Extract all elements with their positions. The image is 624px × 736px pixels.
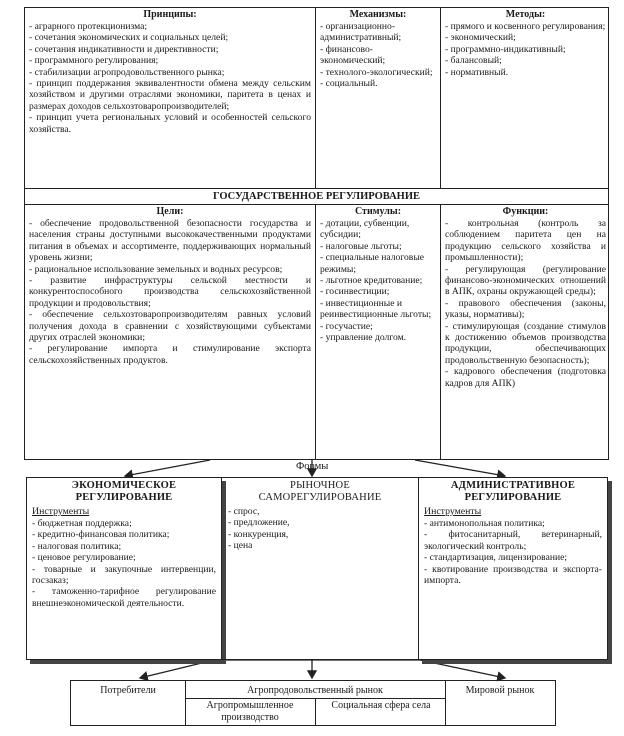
list-item: - конкуренция, xyxy=(228,528,289,540)
list-item: - сочетания индикативности и директивности; xyxy=(29,43,219,55)
principles-title: Принципы: xyxy=(143,9,197,20)
arrow-to-administrative xyxy=(415,460,505,476)
list-item: - контрольная (контроль за соблюдением паритета цен на продукцию сельского хозяйства и промышленности); xyxy=(445,218,606,264)
list-item: - госучастие; xyxy=(320,320,373,332)
economic-regulation-title: ЭКОНОМИЧЕСКОЕ РЕГУЛИРОВАНИЕ xyxy=(71,480,177,503)
list-item: - нормативный. xyxy=(445,66,509,78)
agro-market-label: Агропродовольственный рынок xyxy=(247,685,383,696)
list-item: - финансово-экономический; xyxy=(320,43,386,67)
arrow-to-economic xyxy=(125,460,210,476)
functions-title: Функции: xyxy=(502,206,549,217)
social-sphere-label: Социальная сфера села xyxy=(331,700,431,711)
list-item: - квотирование производства и экспорта-импорта. xyxy=(424,563,602,587)
economic-regulation-box xyxy=(26,477,222,660)
list-item: - экономический; xyxy=(445,32,516,44)
list-item: - аграрного протекционизма; xyxy=(29,21,148,32)
market-selfregulation-title: РЫНОЧНОЕ САМОРЕГУЛИРОВАНИЕ xyxy=(258,480,382,503)
list-item: - обеспечение сельхозтоваропроизводителям равных условий получения дохода в сравнении с хозяйствующими субъектами других отраслей экономики; xyxy=(29,309,311,344)
list-item: - госинвестиции; xyxy=(320,286,390,298)
list-item: - кредитно-финансовая политика; xyxy=(32,529,170,541)
administrative-regulation-box xyxy=(418,477,608,660)
list-item: - инвестиционные и реинвестиционные льготы; xyxy=(320,297,432,321)
list-item: - ценовое регулирование; xyxy=(32,552,136,564)
list-item: - регулирование импорта и стимулирование экспорта сельскохозяйственных продуктов. xyxy=(29,343,311,366)
list-item: - балансовый; xyxy=(445,55,502,67)
list-item: - таможенно-тарифное регулирование внешнеэкономической деятельности. xyxy=(32,586,216,609)
list-item: - налоговые льготы; xyxy=(320,240,402,252)
divider xyxy=(315,698,316,725)
list-item: - прямого и косвенного регулирования; xyxy=(445,21,606,32)
list-item: - управление долгом. xyxy=(320,332,407,344)
instruments-label: Инструменты xyxy=(424,506,482,517)
list-item: - стандартизация, лицензирование; xyxy=(424,552,568,564)
agro-production-label: Агропромышленное производство xyxy=(206,700,294,723)
list-item: - регулирующая (регулирование финансово-экономических отношений в АПК, охраны окружающей среды); xyxy=(445,263,606,298)
list-item: - правового обеспечения (законы, указы, нормативы); xyxy=(445,297,606,321)
list-item: - стабилизации агропродовольственного рынка; xyxy=(29,66,225,78)
list-item: - организационно-административный; xyxy=(320,21,402,44)
methods-title: Методы: xyxy=(505,9,546,20)
list-item: - льготное кредитование; xyxy=(320,275,423,287)
list-item: - спрос, xyxy=(228,506,260,517)
goals-title: Цели: xyxy=(156,206,184,217)
list-item: - фитосанитарный, ветеринарный, экологический контроль; xyxy=(424,529,602,552)
list-item: - принцип поддержания эквивалентности обмена между сельским хозяйством и другими отраслями экономики, паритета в ценах и размерах доходов сельхозтоваропроизводителей; xyxy=(29,78,311,112)
list-item: - кадрового обеспечения (подготовка кадров для АПК) xyxy=(445,366,606,389)
list-item: - программного регулирования; xyxy=(29,55,159,67)
forms-label: Формы xyxy=(296,461,329,472)
list-item: - развитие инфраструктуры сельской местности и конкурентоспособного производства сельскохозяйственной продукции и продовольствия; xyxy=(29,275,311,309)
administrative-regulation-title: АДМИНИСТРАТИВНОЕ РЕГУЛИРОВАНИЕ xyxy=(450,480,576,503)
world-market-label: Мировой рынок xyxy=(465,685,535,696)
list-item: - рациональное использование земельных и водных ресурсов; xyxy=(29,263,283,275)
list-item: - обеспечение продовольственной безопасности государства и населения страны доступными высококачественными продуктами питания в объемах и ассортименте, поддерживающих нормальный уровень жизни; xyxy=(29,218,311,264)
list-item: - предложение, xyxy=(228,517,290,529)
list-item: - бюджетная поддержка; xyxy=(32,518,132,529)
state-regulation-title: ГОСУДАРСТВЕННОЕ РЕГУЛИРОВАНИЕ xyxy=(212,191,421,202)
list-item: - цена xyxy=(228,540,253,552)
stimuli-title: Стимулы: xyxy=(354,206,402,217)
list-item: - стимулирующая (создание стимулов к достижению объемов производства продукции, обеспечивающих продовольственную безопасность); xyxy=(445,320,606,366)
list-item: - специальные налоговые режимы; xyxy=(320,252,425,275)
list-item: - программно-индикативный; xyxy=(445,43,566,55)
markets-box xyxy=(70,680,556,726)
list-item: - социальный. xyxy=(320,78,378,90)
list-item: - дотации, субвенции, субсидии; xyxy=(320,218,410,241)
list-item: - принцип учета региональных условий и особенностей сельского хозяйства. xyxy=(29,112,311,135)
mechanisms-title: Механизмы: xyxy=(349,9,407,20)
consumers-label: Потребители xyxy=(100,685,156,696)
market-selfregulation-box xyxy=(222,477,418,660)
list-item: - товарные и закупочные интервенции, госзаказ; xyxy=(32,563,216,587)
list-item: - налоговая политика; xyxy=(32,540,122,552)
list-item: - технолого-экологический; xyxy=(320,66,433,78)
list-item: - сочетания экономических и социальных целей; xyxy=(29,32,229,44)
list-item: - антимонопольная политика; xyxy=(424,518,545,529)
instruments-label: Инструменты xyxy=(32,506,90,517)
